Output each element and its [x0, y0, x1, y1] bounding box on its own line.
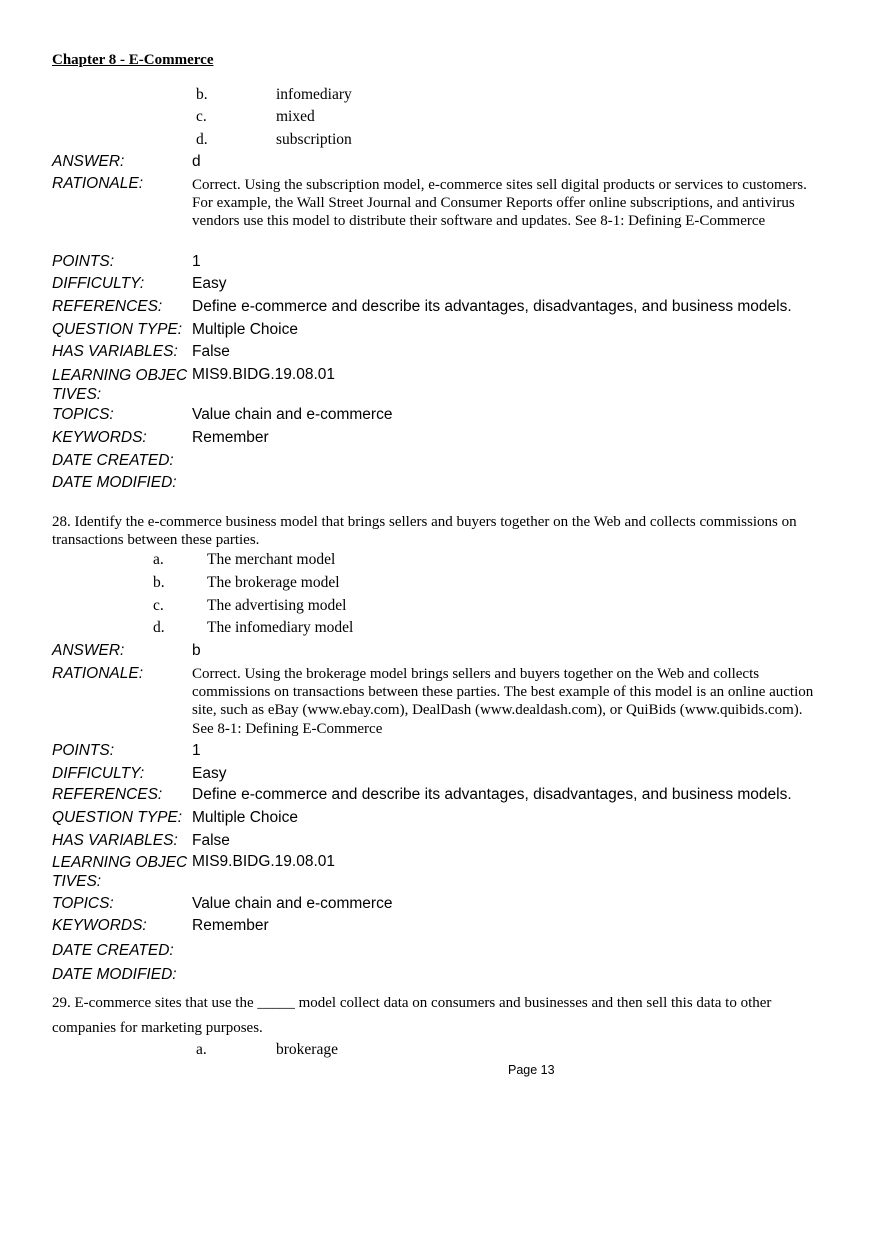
q27-option-letter: b. — [196, 86, 208, 103]
page-number: Page 13 — [508, 1063, 555, 1077]
references-label: REFERENCES: — [52, 298, 163, 315]
q27-points: 1 — [192, 253, 201, 270]
chapter-title: Chapter 8 - E-Commerce — [52, 52, 214, 68]
has-variables-label: HAS VARIABLES: — [52, 832, 178, 849]
date-modified-label: DATE MODIFIED: — [52, 966, 177, 983]
rationale-label: RATIONALE: — [52, 175, 144, 192]
question-type-label: QUESTION TYPE: — [52, 809, 183, 826]
q28-option-letter: b. — [153, 574, 165, 591]
date-created-label: DATE CREATED: — [52, 452, 174, 469]
q28-rationale: Correct. Using the brokerage model brings sellers and buyers together on the Web and collects commissions on transactions between these parties. The best example of this model is an online auction site, such as eBay (www.ebay.com), DealDash (www.dealdash.com), or QuiBids (www.quibids.com). See 8-1: Defining E-Commerce — [192, 666, 814, 737]
q27-option-letter: c. — [196, 108, 207, 125]
q27-topics: Value chain and e-commerce — [192, 406, 393, 423]
q27-rationale: Correct. Using the subscription model, e-commerce sites sell digital products or services to customers. For example, the Wall Street Journal and Consumer Reports offer online subscriptions, and antivirus vendors use this model to distribute their software and updates. See 8-1: Defining E-Commerce — [192, 177, 807, 230]
q28-option-letter: c. — [153, 597, 164, 614]
answer-label: ANSWER: — [52, 642, 125, 659]
q28-learning-objectives: MIS9.BIDG.19.08.01 — [192, 853, 336, 870]
keywords-label: KEYWORDS: — [52, 429, 147, 446]
topics-label: TOPICS: — [52, 895, 114, 912]
date-created-label: DATE CREATED: — [52, 942, 174, 959]
q28-points: 1 — [192, 742, 201, 759]
answer-label: ANSWER: — [52, 153, 125, 170]
q28-option-text: The infomediary model — [207, 619, 354, 636]
q28-has-variables: False — [192, 832, 230, 849]
difficulty-label: DIFFICULTY: — [52, 275, 145, 292]
rationale-label: RATIONALE: — [52, 665, 144, 682]
q28-option-text: The merchant model — [207, 551, 336, 568]
q28-option-letter: d. — [153, 619, 165, 636]
q29-question-text: 29. E-commerce sites that use the _____ model collect data on consumers and businesses and then sell this data to other companies for marketing purposes. — [52, 995, 772, 1036]
q27-learning-objectives: MIS9.BIDG.19.08.01 — [192, 366, 336, 383]
q27-option-text: infomediary — [276, 86, 352, 103]
difficulty-label: DIFFICULTY: — [52, 765, 145, 782]
q27-option-letter: d. — [196, 131, 208, 148]
q27-option-text: mixed — [276, 108, 315, 125]
date-modified-label: DATE MODIFIED: — [52, 474, 177, 491]
q27-difficulty: Easy — [192, 275, 227, 292]
q28-answer: b — [192, 642, 201, 659]
points-label: POINTS: — [52, 742, 115, 759]
q28-option-text: The advertising model — [207, 597, 347, 614]
q27-references: Define e-commerce and describe its advantages, disadvantages, and business models. — [192, 298, 792, 315]
learning-objectives-label: LEARNING OBJECTIVES: — [52, 367, 188, 403]
q27-keywords: Remember — [192, 429, 269, 446]
q27-option-text: subscription — [276, 131, 352, 148]
q27-answer: d — [192, 153, 201, 170]
q28-question-type: Multiple Choice — [192, 809, 298, 826]
q28-topics: Value chain and e-commerce — [192, 895, 393, 912]
q29-option-text: brokerage — [276, 1041, 338, 1058]
references-label: REFERENCES: — [52, 786, 163, 803]
q27-question-type: Multiple Choice — [192, 321, 298, 338]
q28-option-letter: a. — [153, 551, 164, 568]
topics-label: TOPICS: — [52, 406, 114, 423]
q28-question-text: 28. Identify the e-commerce business model that brings sellers and buyers together on the Web and collects commissions on transactions between these parties. — [52, 514, 797, 548]
points-label: POINTS: — [52, 253, 115, 270]
q28-option-text: The brokerage model — [207, 574, 340, 591]
q27-has-variables: False — [192, 343, 230, 360]
has-variables-label: HAS VARIABLES: — [52, 343, 178, 360]
question-type-label: QUESTION TYPE: — [52, 321, 183, 338]
keywords-label: KEYWORDS: — [52, 917, 147, 934]
q28-difficulty: Easy — [192, 765, 227, 782]
q28-keywords: Remember — [192, 917, 269, 934]
learning-objectives-label: LEARNING OBJECTIVES: — [52, 854, 188, 890]
q29-option-letter: a. — [196, 1041, 207, 1058]
q28-references: Define e-commerce and describe its advantages, disadvantages, and business models. — [192, 786, 792, 803]
